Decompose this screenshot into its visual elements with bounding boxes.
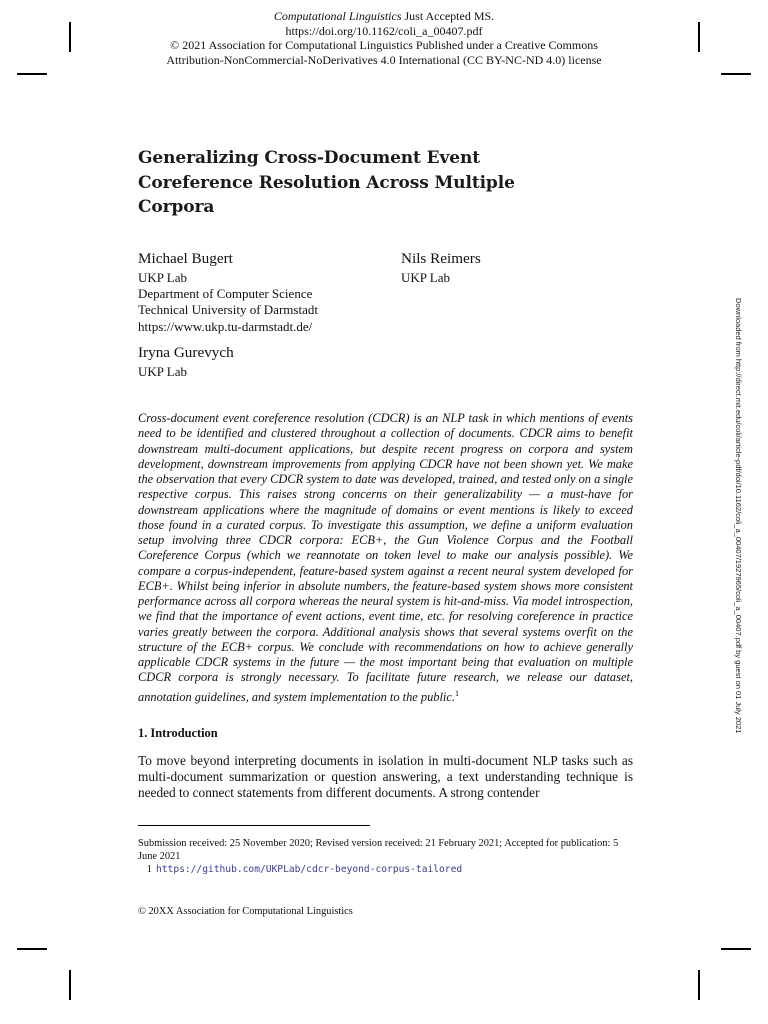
submission-dates: Submission received: 25 November 2020; Revised version received: 21 February 2021; Accepted for publication: 5 June 2021	[138, 838, 619, 862]
author-affiliation: UKP Lab	[138, 270, 187, 285]
crop-mark	[69, 970, 71, 1000]
author-affiliation: UKP Lab	[138, 364, 187, 379]
author-name: Michael Bugert	[138, 250, 233, 267]
journal-name: Computational Linguistics	[273, 9, 402, 23]
publication-status: Just Accepted MS.	[401, 9, 495, 23]
footnotes	[138, 838, 638, 877]
author-affiliation: Department of Computer Science	[138, 286, 313, 302]
doi-link[interactable]: https://doi.org/10.1162/coli_a_00407.pdf	[285, 23, 483, 38]
section-heading: 1. Introduction	[138, 726, 218, 740]
paper-title: Generalizing Cross-Document Event Coreference Resolution Across Multiple Corpora	[138, 148, 515, 217]
author-url[interactable]: https://www.ukp.tu-darmstadt.de/	[138, 318, 313, 334]
crop-mark	[721, 73, 751, 75]
copyright: © 20XX Association for Computational Linguistics	[138, 906, 353, 917]
abstract-text: Cross-document event coreference resolution (CDCR) is an NLP task in which mentions of events need to be identified and clustered throughout a collection of documents. CDCR aims to benefit downstream multi-document applications, but despite recent progress on corpora and system development, downstream improvements from applying CDCR have not been shown yet. We make the observation that every CDCR system to date was developed, trained, and tested only on a single respective corpus. This raises strong concerns on their generalizability — a must-have for downstream applications where the magnitude of domains or event mentions is likely to exceed those found in a curated corpus. To investigate this assumption, we define a uniform evaluation setup involving three CDCR corpora: ECB+, the Gun Violence Corpus and the Football Coreference Corpus (which we reannotate on token level to make our analysis possible). We compare a corpus-independent, feature-based system against a recent neural system developed for ECB+. Whilst being inferior in absolute numbers, the feature-based system shows more consistent performance across all corpora whereas the neural system is hit-and-miss. Via model introspection, we find that the importance of event actions, event time, etc. for resolving coreference in practice varies greatly between the corpora. Additional analysis shows that several systems overfit on the structure of the ECB+ corpus. We conclude with recommendations on how to achieve generally applicable CDCR systems in the future — the most important being that evaluation on multiple CDCR corpora is strongly necessary. To facilitate future research, we release our dataset, annotation guidelines, and system implementation to the public.	[138, 411, 633, 704]
abstract	[138, 411, 633, 705]
journal-line	[0, 9, 768, 24]
footnote-1	[138, 864, 638, 877]
download-sidebar: Downloaded from http://direct.mit.edu/coli/article-pdf/doi/10.1162/coli_a_00407/1927965/coli_a_00407.pdf by guest on 01 July 2021	[734, 298, 743, 734]
license-line-1: © 2021 Association for Computational Linguistics Published under a Creative Commons	[170, 38, 598, 53]
footnote-marker[interactable]: 1	[454, 688, 459, 698]
author-affiliation: UKP Lab	[401, 270, 450, 285]
crop-mark	[721, 948, 751, 950]
crop-mark	[698, 970, 700, 1000]
footnote-number: 1	[146, 864, 152, 875]
author-name: Nils Reimers	[401, 250, 481, 267]
license-line-2: Attribution-NonCommercial-NoDerivatives 4.0 International (CC BY-NC-ND 4.0) license	[166, 52, 602, 67]
page-header	[0, 9, 768, 67]
author-block-reimers	[401, 249, 481, 286]
crop-mark	[17, 73, 47, 75]
author-affiliation: Technical University of Darmstadt	[138, 302, 318, 318]
footnote-rule	[138, 825, 370, 826]
crop-mark	[17, 948, 47, 950]
footnote-link[interactable]: https://github.com/UKPLab/cdcr-beyond-corpus-tailored	[156, 864, 463, 875]
author-block-bugert	[138, 249, 318, 335]
section-body: To move beyond interpreting documents in isolation in multi-document NLP tasks such as multi-document summarization or question answering, a text understanding technique is needed to connect statements from different documents. A strong contender	[138, 753, 633, 800]
author-block-gurevych	[138, 343, 234, 380]
author-name: Iryna Gurevych	[138, 344, 234, 361]
